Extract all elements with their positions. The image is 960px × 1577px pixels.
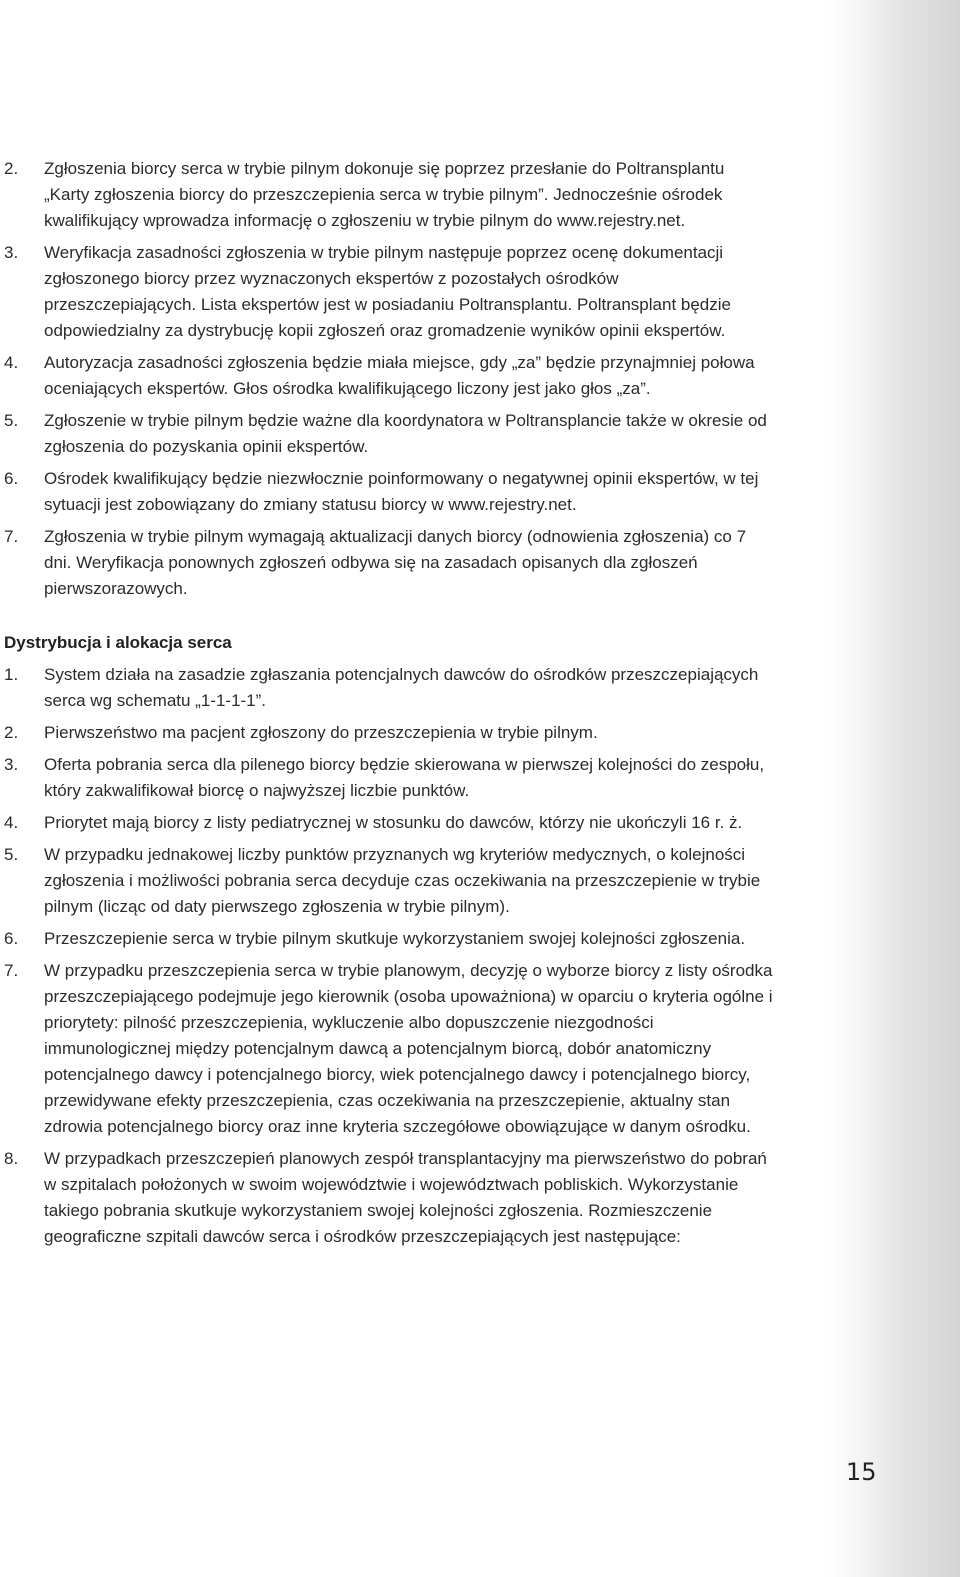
list-item: [4, 752, 774, 804]
item-number: 6.: [4, 929, 19, 948]
item-text: Zgłoszenie w trybie pilnym będzie ważne dla koordynatora w Poltransplancie także w okresie od zgłoszenia do pozyskania opinii ekspertów.: [44, 411, 767, 456]
item-number: 3.: [4, 755, 19, 774]
item-text: Pierwszeństwo ma pacjent zgłoszony do przeszczepienia w trybie pilnym.: [44, 723, 598, 742]
list-item: [4, 156, 774, 234]
item-text: Oferta pobrania serca dla pilenego biorcy będzie skierowana w pierwszej kolejności do zespołu, który zakwalifikował biorcę o najwyższej liczbie punktów.: [44, 755, 765, 800]
item-text: Zgłoszenia biorcy serca w trybie pilnym dokonuje się poprzez przesłanie do Poltransplantu „Karty zgłoszenia biorcy do przeszczepienia serca w trybie pilnym”. Jednocześnie ośrodek kwalifikujący wprowadza informację o zgłoszeniu w trybie pilnym do www.rejestry.net.: [44, 159, 725, 230]
item-text: W przypadku jednakowej liczby punktów przyznanych wg kryteriów medycznych, o kolejności zgłoszenia i możliwości pobrania serca decyduje czas oczekiwania na przeszczepienie w trybie pilnym (licząc od daty pierwszego zgłoszenia w trybie pilnym).: [44, 845, 761, 916]
page-number: 15: [846, 1458, 877, 1486]
item-text: Przeszczepienie serca w trybie pilnym skutkuje wykorzystaniem swojej kolejności zgłoszenia.: [44, 929, 746, 948]
distribution-section: [4, 630, 774, 1250]
list-item: [4, 1146, 774, 1250]
item-number: 7.: [4, 961, 19, 980]
list-item: [4, 466, 774, 518]
document-body: [4, 156, 774, 1256]
item-text: Ośrodek kwalifikujący będzie niezwłocznie poinformowany o negatywnej opinii ekspertów, w tej sytuacji jest zobowiązany do zmiany statusu biorcy w www.rejestry.net.: [44, 469, 759, 514]
item-number: 4.: [4, 813, 19, 832]
item-text: Weryfikacja zasadności zgłoszenia w trybie pilnym następuje poprzez ocenę dokumentacji zgłoszonego biorcy przez wyznaczonych ekspertów z pozostałych ośrodków przeszczepiających. Lista ekspertów jest w posiadaniu Poltransplantu. Poltransplant będzie odpowiedzialny za dystrybucję kopii zgłoszeń oraz gromadzenie wyników opinii ekspertów.: [44, 243, 731, 340]
list-item: [4, 810, 774, 836]
item-text: Priorytet mają biorcy z listy pediatrycznej w stosunku do dawców, którzy nie ukończyli 16 r. ż.: [44, 813, 743, 832]
item-number: 5.: [4, 845, 19, 864]
item-number: 1.: [4, 665, 19, 684]
item-text: Autoryzacja zasadności zgłoszenia będzie miała miejsce, gdy „za” będzie przynajmniej połowa oceniających ekspertów. Głos ośrodka kwalifikującego liczony jest jako głos „za”.: [44, 353, 755, 398]
item-number: 5.: [4, 411, 19, 430]
list-item: [4, 408, 774, 460]
item-number: 2.: [4, 723, 19, 742]
item-number: 7.: [4, 527, 19, 546]
item-text: System działa na zasadzie zgłaszania potencjalnych dawców do ośrodków przeszczepiających serca wg schematu „1-1-1-1”.: [44, 665, 759, 710]
page-edge-shade: [828, 0, 960, 1577]
item-text: W przypadkach przeszczepień planowych zespół transplantacyjny ma pierwszeństwo do pobrań w szpitalach położonych w swoim województwie i województwach pobliskich. Wykorzystanie takiego pobrania skutkuje wykorzystaniem swojej kolejności zgłoszenia. Rozmieszczenie geograficzne szpitali dawców serca i ośrodków przeszczepiających jest następujące:: [44, 1149, 767, 1246]
item-text: W przypadku przeszczepienia serca w trybie planowym, decyzję o wyborze biorcy z listy ośrodka przeszczepiającego podejmuje jego kierownik (osoba upoważniona) w oparciu o kryteria ogólne i priorytety: pilność przeszczepienia, wykluczenie albo dopuszczenie niezgodności immunologicznej między potencjalnym dawcą a potencjalnym biorcą, dobór anatomiczny potencjalnego dawcy i potencjalnego biorcy, wiek potencjalnego dawcy i potencjalnego biorcy, przewidywane efekty przeszczepienia, czas oczekiwania na przeszczepienie, aktualny stan zdrowia potencjalnego biorcy oraz inne kryteria szczegółowe obowiązujące w danym ośrodku.: [44, 961, 773, 1136]
item-number: 8.: [4, 1149, 19, 1168]
list-item: [4, 926, 774, 952]
item-text: Zgłoszenia w trybie pilnym wymagają aktualizacji danych biorcy (odnowienia zgłoszenia) co 7 dni. Weryfikacja ponownych zgłoszeń odbywa się na zasadach opisanych dla zgłoszeń pierwszorazowych.: [44, 527, 747, 598]
item-number: 6.: [4, 469, 19, 488]
list-item: [4, 958, 774, 1140]
section-title: Dystrybucja i alokacja serca: [4, 633, 232, 652]
list-item: [4, 240, 774, 344]
distribution-list: [4, 662, 774, 1250]
list-item: [4, 662, 774, 714]
item-number: 2.: [4, 159, 19, 178]
item-number: 3.: [4, 243, 19, 262]
list-item: [4, 720, 774, 746]
item-number: 4.: [4, 353, 19, 372]
list-item: [4, 350, 774, 402]
urgent-mode-list: [4, 156, 774, 602]
list-item: [4, 524, 774, 602]
list-item: [4, 842, 774, 920]
